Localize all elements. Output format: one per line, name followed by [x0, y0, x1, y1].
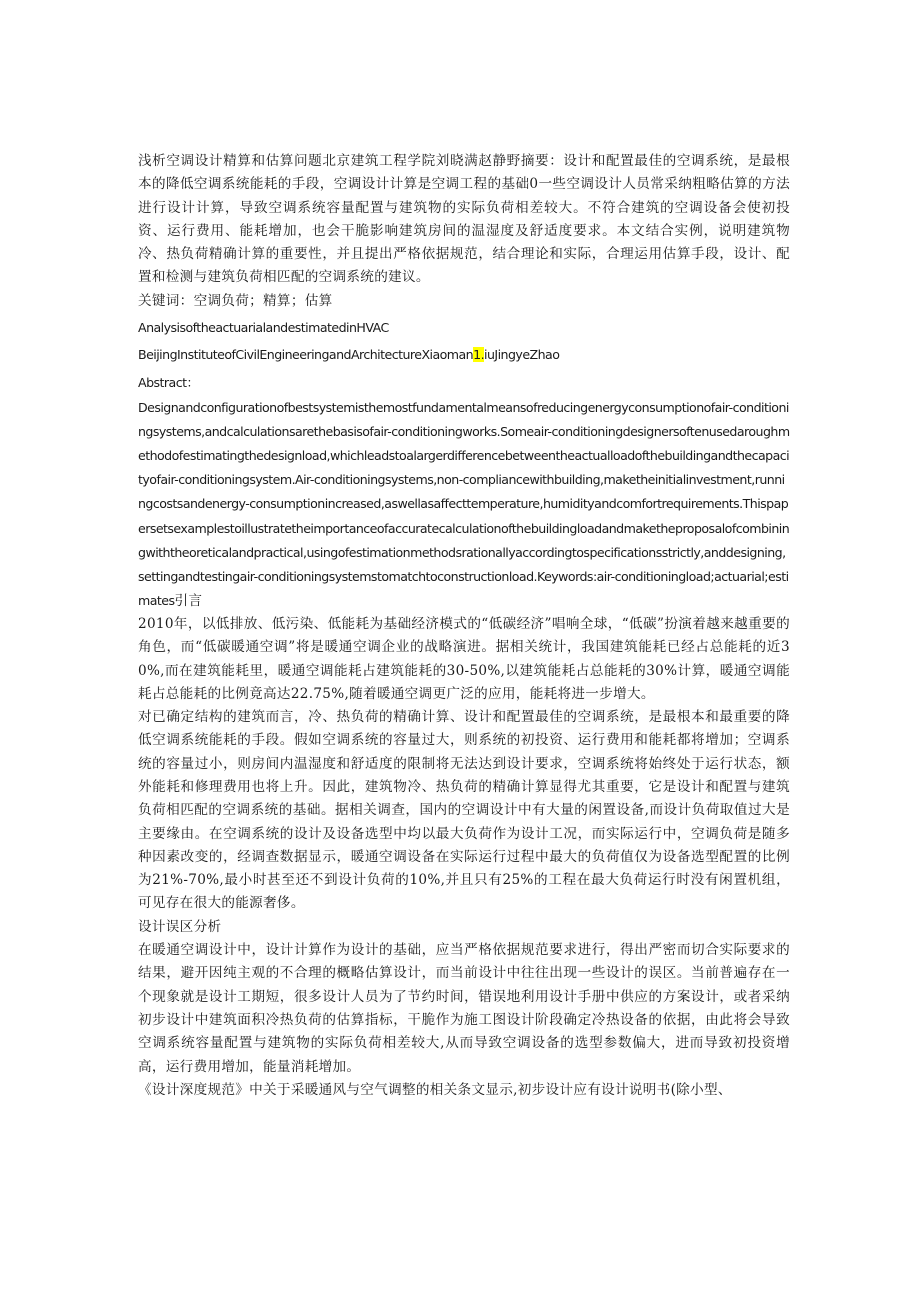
- document-page: [138, 150, 790, 1102]
- introduction-heading: 引言: [174, 592, 203, 609]
- paragraph-4: 《设计深度规范》中关于采暖通风与空气调整的相关条文显示,初步设计应有设计说明书(除小型、: [138, 1081, 732, 1098]
- paragraph-3: 在暖通空调设计中，设计计算作为设计的基础，应当严格依据规范要求进行，得出严密而切合实际要求的结果，避开因纯主观的不合理的概略估算设计，而当前设计中往往出现一些设计的误区。当前普遍存在一个现象就是设计工期短，很多设计人员为了节约时间，错误地利用设计手册中供应的方案设计，或者采纳初步设计中建筑面积冷热负荷的估算指标，干脆作为施工图设计阶段确定冷热设备的依据，由此将会导致空调系统容量配置与建筑物的实际负荷相差较大,从而导致空调设备的选型参数偏大，进而导致初投资增高，运行费用增加，能量消耗增加。: [138, 942, 790, 1075]
- abstract-body: [138, 396, 790, 613]
- keywords-line: 关键词：空调负荷；精算；估算: [138, 292, 333, 309]
- paragraph-2: 对已确定结构的建筑而言，冷、热负荷的精确计算、设计和配置最佳的空调系统，是最根本和最重要的降低空调系统能耗的手段。假如空调系统的容量过大，则系统的初投资、运行费用和能耗都将增加；空调系统的容量过小，则房间内温湿度和舒适度的限制将无法达到设计要求，空调系统将始终处于运行状态，额外能耗和修理费用也将上升。因此，建筑物冷、热负荷的精确计算显得尤其重要，它是设计和配置与建筑负荷相匹配的空调系统的基础。据相关调查，国内的空调设计中有大量的闲置设备,而设计负荷取值过大是主要缘由。在空调系统的设计及设备选型中均以最大负荷作为设计工况，而实际运行中，空调负荷是随多种因素改变的，经调查数据显示，暖通空调设备在实际运行过程中最大的负荷值仅为设备选型配置的比例为21%-70%,最小时甚至还不到设计负荷的10%,并且只有25%的工程在最大负荷运行时没有闲置机组，可见存在很大的能源奢侈。: [138, 709, 790, 912]
- abstract-label: Abstract：: [138, 375, 199, 391]
- highlighted-text: 1.: [473, 347, 485, 363]
- affiliation-text-after: iuJingyeZhao: [484, 347, 560, 363]
- abstract-text: Designandconfigurationofbestsystemisthemostfundamentalmeansofreducingenergyconsumptionofair-conditioningsystems,andcalculationsarethebasisofair-conditioningworks.Someair-conditioningdesignersoftenusedaroughmethodofestimatingthedesignload,whichleadstoalargerdifferencebetweentheactualloadofthebuildingandthecapacityofair-conditioningsystem.Air-conditioningsystems,non-compliancewithbuilding,maketheinitialinvestment,runningcostsandenergy-consumptionincreased,aswellasaffecttemperature,humidityandcomfortrequirements.Thispapersetsexamplestoillustratetheimportanceofaccuratecalculationofthebuildingloadandmaketheproposalofcombiningwiththeoreticalandpractical,usingofestimationmethodsrationallyaccordingtospecificationsstrictly,anddesigning,settingandtestingair-conditioningsystemstomatchtoconstructionload.Keywords:air-conditioningload;actuarial;estimates: [138, 400, 790, 608]
- english-affiliation: [138, 342, 790, 367]
- intro-paragraph: 浅析空调设计精算和估算问题北京建筑工程学院刘晓满赵静野摘要：设计和配置最佳的空调系统，是最根本的降低空调系统能耗的手段，空调设计计算是空调工程的基础0一些空调设计人员常采纳粗略估算的方法进行设计计算，导致空调系统容量配置与建筑物的实际负荷相差较大。不符合建筑的空调设备会使初投资、运行费用、能耗增加，也会干脆影响建筑房间的温湿度及舒适度要求。本文结合实例，说明建筑物冷、热负荷精确计算的重要性，并且提出严格依据规范，结合理论和实际，合理运用估算手段，设计、配置和检测与建筑负荷相匹配的空调系统的建议。: [138, 153, 790, 286]
- affiliation-text-before: BeijingInstituteofCivilEngineeringandArchitectureXiaoman: [138, 347, 474, 363]
- english-title: AnalysisoftheactuarialandestimatedinHVAC: [138, 320, 389, 336]
- paragraph-1: 2010年，以低排放、低污染、低能耗为基础经济模式的“低碳经济”唱响全球，“低碳”扮演着越来越重要的角色，而“低碳暖通空调”将是暖通空调企业的战略演进。据相关统计，我国建筑能耗已经占总能耗的近30%,而在建筑能耗里，暖通空调能耗占建筑能耗的30-50%,以建筑能耗占总能耗的30%计算，暖通空调能耗占总能耗的比例竟高达22.75%,随着暖通空调更广泛的应用，能耗将进一步增大。: [138, 615, 790, 702]
- section-heading-design-errors: 设计误区分析: [138, 918, 222, 935]
